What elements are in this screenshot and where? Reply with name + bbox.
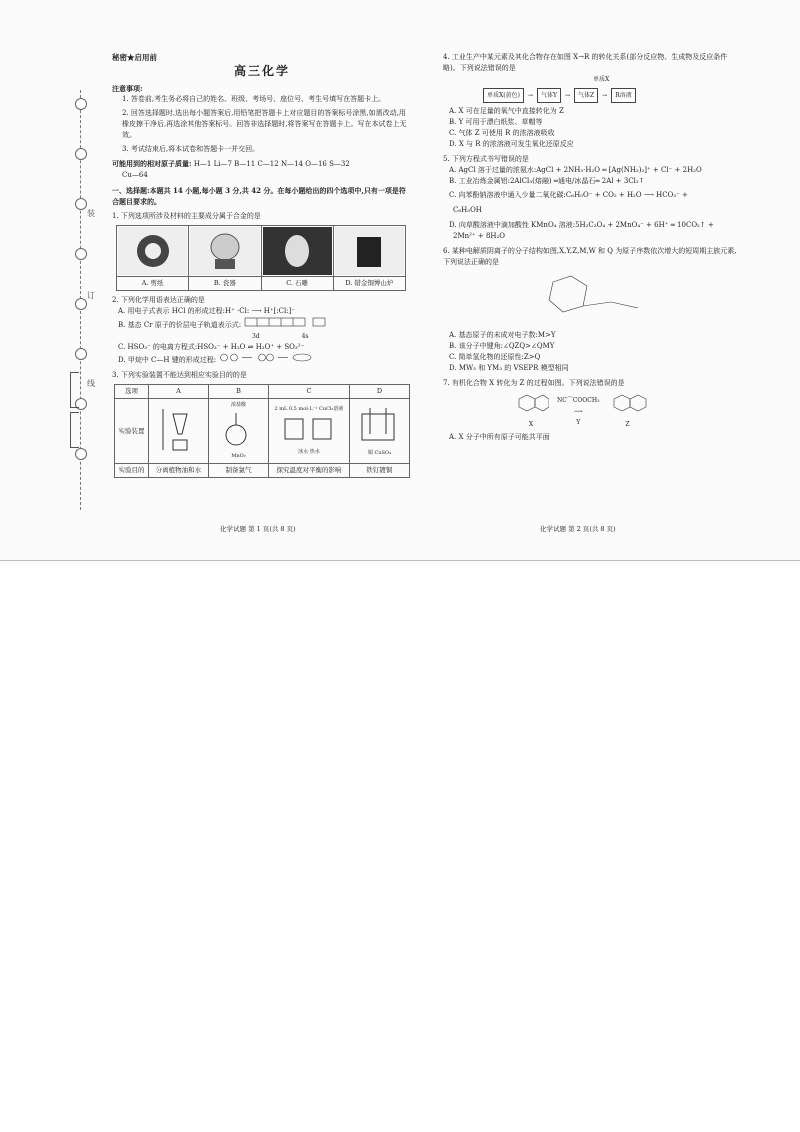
- q2-option-c: C. HSO₃⁻ 的电离方程式:HSO₃⁻ + H₂O ⇌ H₃O⁺ + SO₃²⁻: [118, 343, 305, 351]
- q1-option-b: B. 瓷器: [189, 277, 261, 291]
- q1-option-d: D. 错金铜博山炉: [333, 277, 405, 291]
- atomic-masses-values-2: Cu—64: [122, 171, 148, 179]
- apparatus-b-caption-2: MnO₂: [231, 453, 246, 459]
- molecule-y-label: Y: [576, 419, 581, 426]
- stone-carving-image: [263, 227, 332, 275]
- scan-edge: [0, 560, 800, 561]
- molecule-x-label: X: [528, 421, 534, 428]
- q7-stem: 7. 有机化合物 X 转化为 Z 的过程如图。下列说法错误的是: [443, 379, 625, 387]
- q3-purpose-d: 铁钉镀铜: [349, 464, 409, 478]
- orbital-diagram: [243, 317, 333, 327]
- q6-stem: 6. 某种电解质阴离子的分子结构如图,X,Y,Z,M,W 和 Q 为原子序数依次增大的短周期主族元素,下列说法正确的是: [443, 247, 737, 266]
- q4-option-b: B. Y 可用于漂白纸浆、草帽等: [449, 118, 543, 126]
- binding-hole: [75, 348, 87, 360]
- binding-hole: [75, 148, 87, 160]
- apparatus-b: [208, 399, 268, 464]
- q6-option-c: C. 简单氢化物的还原性:Z>Q: [449, 353, 541, 361]
- notice-heading: 注意事项:: [112, 84, 143, 93]
- q5-option-c-cont: C₆H₅OH: [453, 206, 482, 214]
- apparatus-c: [269, 399, 350, 464]
- anion-structure-diagram: [513, 272, 653, 322]
- binding-mark-zhuang: 装: [87, 209, 95, 218]
- exam-title: 高三化学: [233, 64, 290, 78]
- orbital-label-4s: 4s: [301, 333, 309, 340]
- binding-hole: [75, 248, 87, 260]
- binding-hole: [75, 298, 87, 310]
- left-column: [112, 52, 412, 478]
- q3-row-purpose-label: 实验目的: [115, 464, 149, 478]
- footer-page-2: 化学试题 第 2 页(共 8 页): [540, 525, 616, 533]
- binding-hole: [75, 448, 87, 460]
- q3-header-a: A: [148, 385, 208, 399]
- q3-header-c: C: [269, 385, 350, 399]
- q3-stem: 3. 下列实验装置不能达到相应实验目的的是: [112, 371, 247, 379]
- q1-stem: 1. 下列选项所涉及材料的主要成分属于合金的是: [112, 212, 261, 220]
- porcelain-image: [190, 227, 259, 275]
- q4-diagram: 单质X(黄色) → 气体Y → 气体Z → R溶液: [483, 88, 743, 103]
- binding-bracket: [70, 372, 79, 408]
- q3-purpose-c: 探究温度对平衡的影响: [269, 464, 350, 478]
- secret-mark: 秘密★启用前: [112, 53, 157, 62]
- atomic-masses-values: H—1 Li—7 B—11 C—12 N—14 O—16 S—32: [193, 160, 350, 168]
- molecule-x: [513, 393, 549, 415]
- molecule-z-label: Z: [625, 421, 630, 428]
- atomic-masses-label: 可能用到的相对原子质量:: [112, 159, 192, 168]
- right-column: [443, 52, 743, 443]
- apparatus-d-caption: 铜: [367, 449, 373, 456]
- orbital-labels: [112, 331, 412, 342]
- q6-option-a: A. 基态原子的未成对电子数:M>Y: [449, 331, 556, 339]
- footer-page-1: 化学试题 第 1 页(共 8 页): [220, 525, 296, 533]
- q2-option-d: [112, 353, 412, 366]
- q4-node-z: 气体Z: [574, 88, 598, 103]
- q4-option-d: D. X 与 R 的浓溶液可发生氧化还原反应: [449, 140, 574, 148]
- section-heading: 一、选择题:本题共 14 小题,每小题 3 分,共 42 分。在每小题给出的四个选项中,只有一项是符合题目要求的。: [112, 186, 406, 206]
- molecule-z: [608, 393, 648, 415]
- apparatus-b-caption: 浓盐酸: [231, 402, 247, 408]
- apparatus-d: [349, 399, 409, 464]
- binding-mark-xian: 线: [87, 379, 95, 388]
- q5-option-c: C. 向苯酚钠溶液中通入少量二氧化碳:C₆H₅O⁻ + CO₂ + H₂O ⟶ HCO₃⁻ +: [449, 191, 688, 199]
- bond-formation-diagram: [218, 353, 328, 362]
- q2-option-a: A. 用电子式表示 HCl 的形成过程:H⁺ ·Cl: ⟶ H⁺[:Cl:]⁻: [118, 307, 295, 315]
- q3-row-apparatus-label: 实验装置: [115, 399, 149, 464]
- q5-option-d-cont: 2Mn²⁺ + 8H₂O: [453, 232, 506, 240]
- apparatus-d-caption-2: CuSO₄: [374, 449, 392, 456]
- q2-option-b-text: B. 基态 Cr 原子的价层电子轨道表示式:: [118, 321, 242, 329]
- q6-option-b: B. 该分子中键角:∠QZQ>∠QMY: [449, 342, 555, 350]
- q4-option-a: A. X 可在足量的氧气中直接转化为 Z: [449, 107, 564, 115]
- q3-header-d: D: [349, 385, 409, 399]
- q5-option-d: D. 向草酸溶液中滴加酸性 KMnO₄ 溶液:5H₂C₂O₄ + 2MnO₄⁻ + 6H⁺ ═ 10CO₂↑ +: [449, 221, 714, 229]
- q5-stem: 5. 下列方程式书写错误的是: [443, 155, 529, 163]
- q5-option-b: B. 工业冶炼金属铝:2AlCl₃(熔融) ═通电/冰晶石═ 2Al + 3Cl₂↑: [449, 177, 645, 185]
- q1-option-c: C. 石雕: [261, 277, 333, 291]
- apparatus-a: [148, 399, 208, 464]
- notice-item: 3. 考试结束后,将本试卷和答题卡一并交回。: [122, 145, 260, 153]
- binding-bracket: [70, 412, 79, 448]
- q2-stem: 2. 下列化学用语表达正确的是: [112, 296, 205, 304]
- binding-mark-ding: 订: [87, 291, 95, 300]
- q4-option-c: C. 气体 Z 可使用 R 的浓溶液吸收: [449, 129, 555, 137]
- q4-stem: 4. 工业生产中某元素及其化合物存在如图 X→R 的转化关系(部分反应物、生成物及反应条件略)。下列说法错误的是: [443, 53, 728, 72]
- q1-option-a: A. 剪纸: [117, 277, 189, 291]
- q7-reagent: NC⌒COOCH₃: [557, 397, 600, 404]
- q2-option-d-text: D. 甲烷中 C—H 键的形成过程:: [118, 356, 217, 364]
- q4-node-x: 单质X(黄色): [483, 88, 524, 103]
- binding-hole: [75, 198, 87, 210]
- q4-node-r: R溶液: [611, 88, 636, 103]
- atomic-masses: [112, 158, 412, 170]
- q7-reaction: X NC⌒COOCH₃ ⟶ Y Z: [513, 393, 743, 430]
- q3-purpose-b: 制备氯气: [208, 464, 268, 478]
- q3-header-b: B: [208, 385, 268, 399]
- q5-option-a: A. AgCl 溶于过量的浓氨水:AgCl + 2NH₃·H₂O ═ [Ag(NH₃)₂]⁺ + Cl⁻ + 2H₂O: [449, 166, 702, 174]
- q4-diagram-top: 单质X: [593, 76, 610, 83]
- orbital-label-3d: 3d: [252, 333, 260, 340]
- apparatus-c-caption-2: 冰水 热水: [298, 449, 320, 455]
- q6-option-d: D. MW₃ 和 YM₃ 的 VSEPR 模型相同: [449, 364, 569, 372]
- notice-item: 2. 回答选择题时,选出每小题答案后,用铅笔把答题卡上对应题目的答案标号涂黑,如需改动,用橡皮擦干净后,再选涂其他答案标号。回答非选择题时,将答案写在答题卡上。写在本试卷上无效。: [122, 109, 407, 139]
- q3-header-option: 选项: [115, 385, 149, 399]
- q7-option-a: A. X 分子中所有原子可能共平面: [449, 433, 550, 441]
- apparatus-c-caption: 2 mL 0.5 mol·L⁻¹ CuCl₂溶液: [274, 406, 344, 412]
- q3-table: [114, 384, 410, 478]
- notice-item: 1. 答卷前,考生务必将自己的姓名、班级、考场号、座位号、考生号填写在答题卡上。: [122, 95, 386, 103]
- q2-option-b: [112, 317, 412, 331]
- q4-node-y: 气体Y: [537, 88, 561, 103]
- papercut-image: [118, 227, 187, 275]
- bronze-censer-image: [335, 227, 404, 275]
- binding-hole: [75, 98, 87, 110]
- q3-purpose-a: 分离植物油和水: [148, 464, 208, 478]
- q1-image-table: [116, 225, 406, 291]
